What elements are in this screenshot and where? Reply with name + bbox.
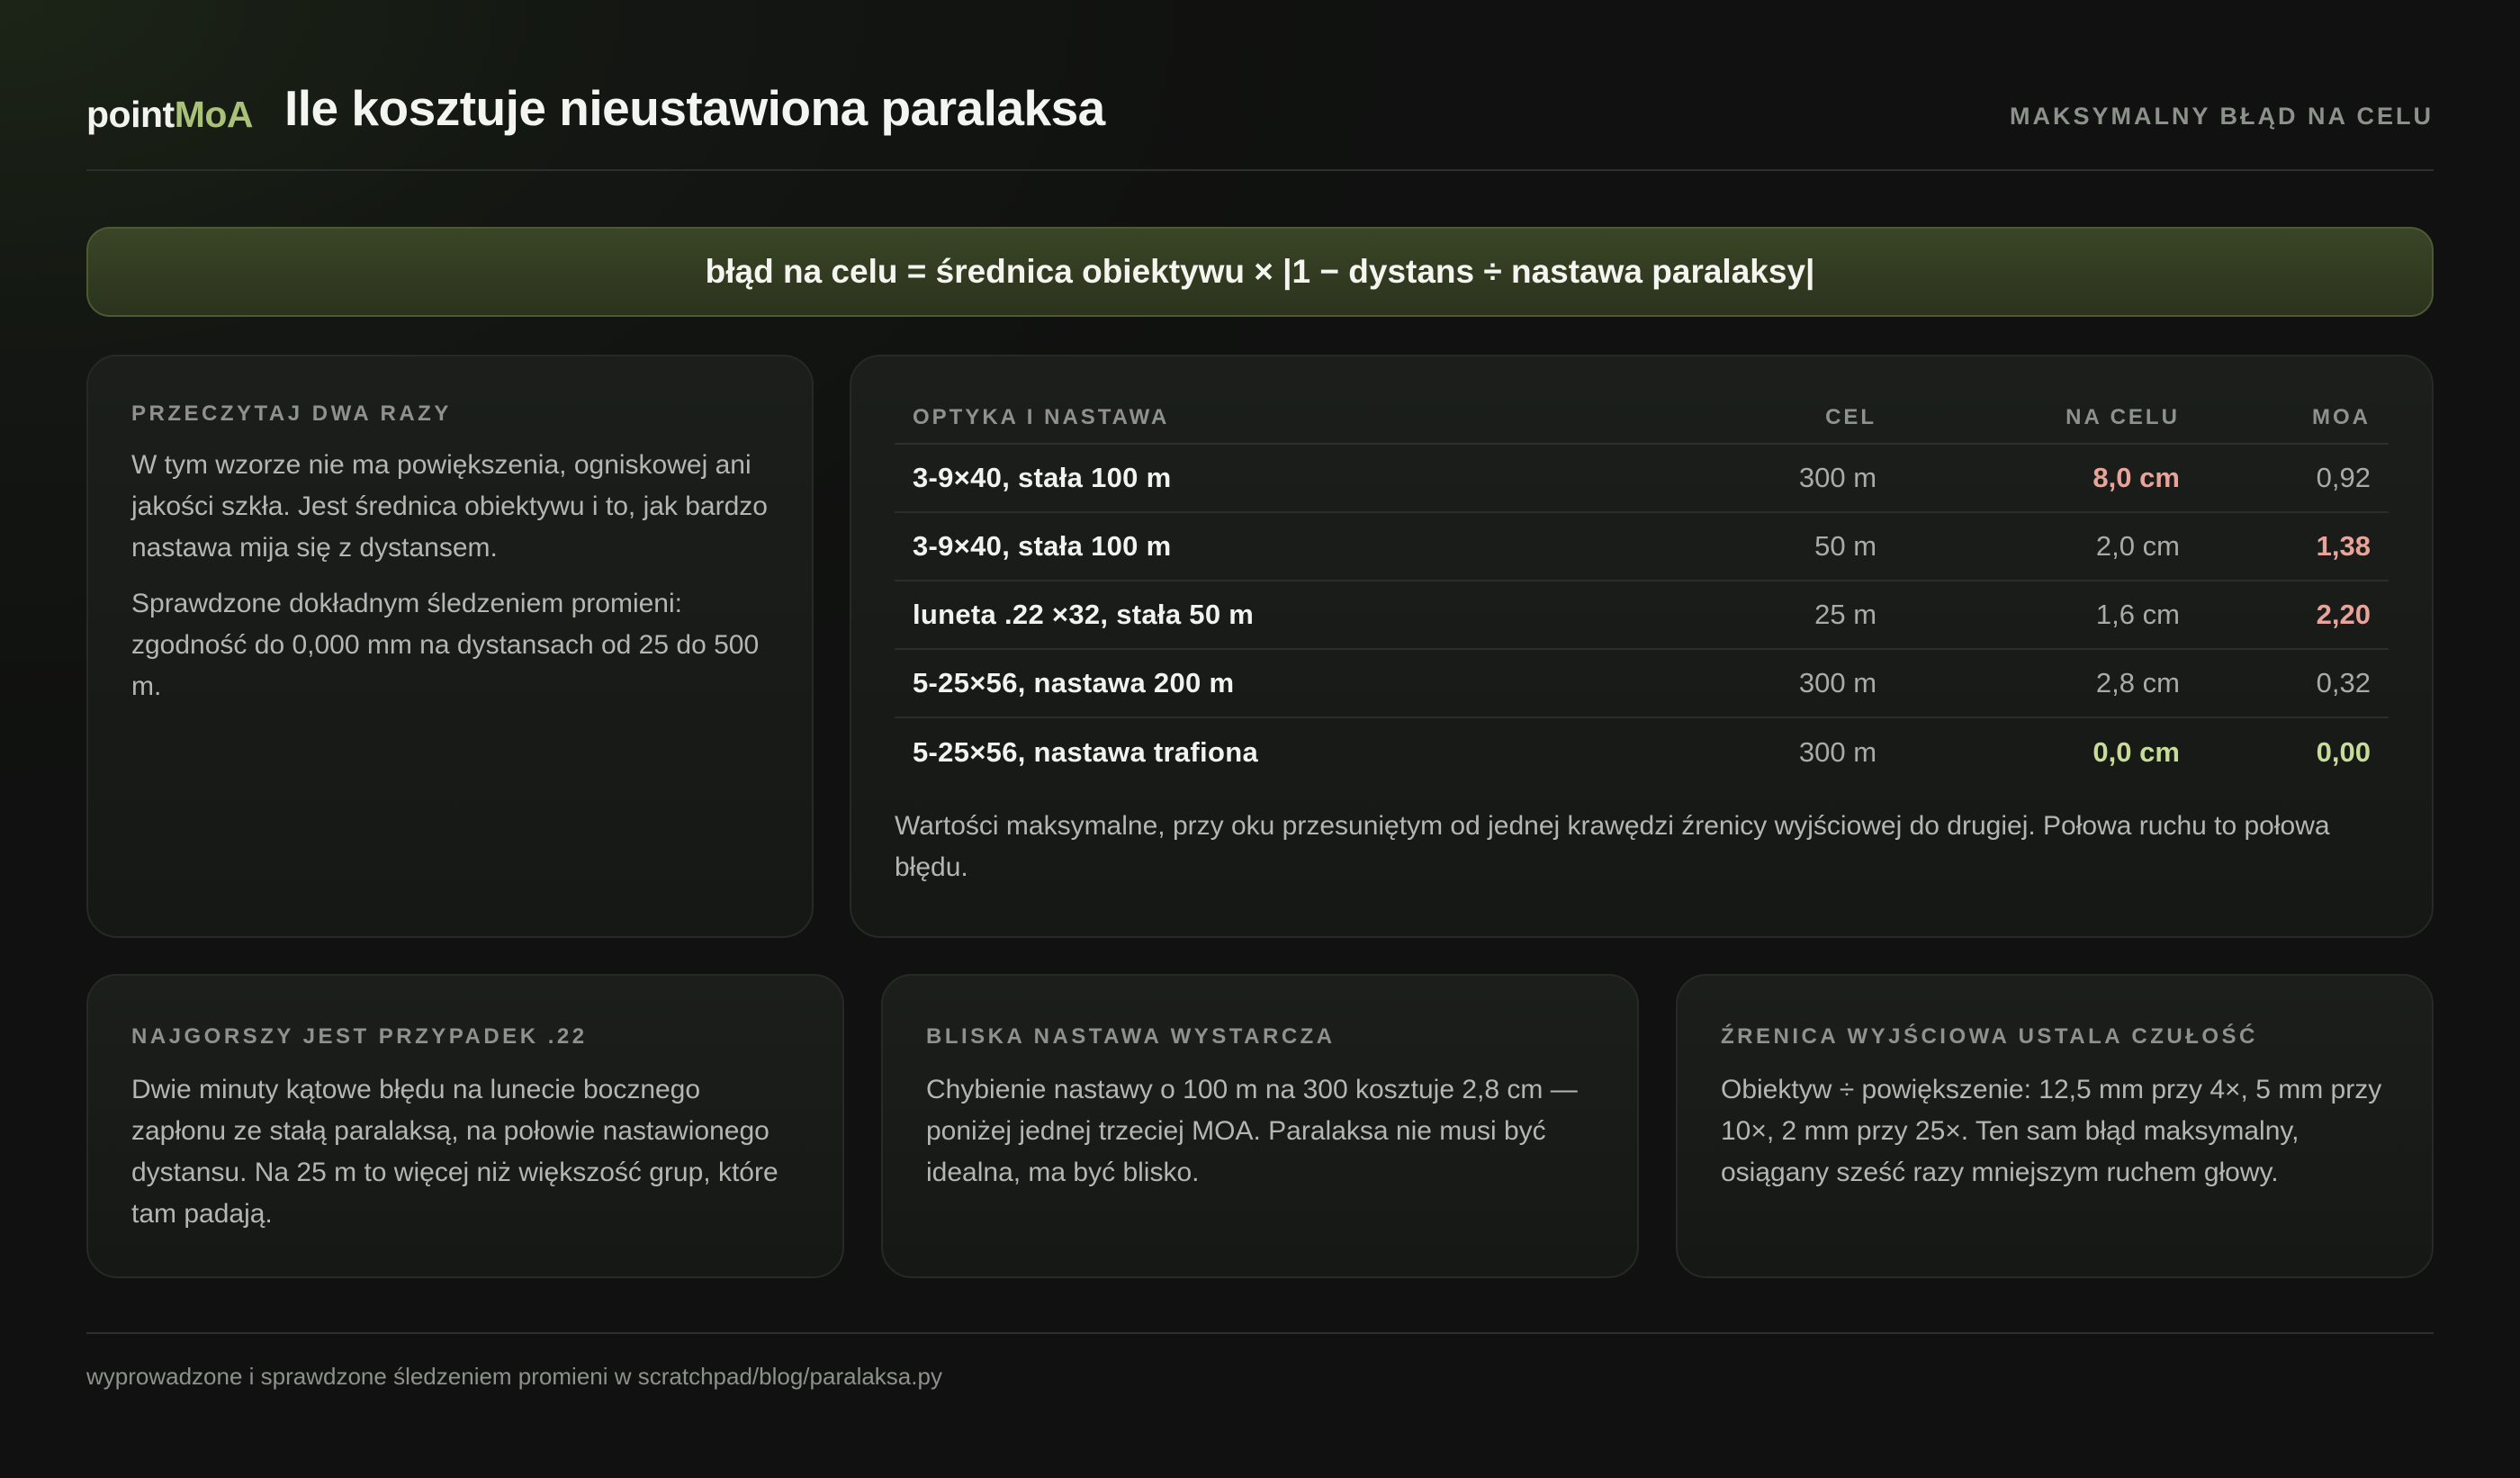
- table-header-row: [895, 391, 2389, 444]
- card-paragraph: Obiektyw ÷ powiększenie: 12,5 mm przy 4×, 5 mm przy 10×, 2 mm przy 25×. Ten sam błąd maksymalny, osiągany sześć razy mniejszym ruchem głowy.: [1721, 1075, 2382, 1187]
- cell-error: 2,0 cm: [1894, 512, 2198, 581]
- cell-error: 1,6 cm: [1894, 581, 2198, 649]
- card-paragraph: Dwie minuty kątowe błędu na lunecie bocznego zapłonu ze stałą paralaksą, na połowie nastawionego dystansu. Na 25 m to więcej niż większość grup, które tam padają.: [131, 1075, 778, 1229]
- card-label: ŹRENICA WYJŚCIOWA USTALA CZUŁOŚĆ: [1721, 1024, 2258, 1049]
- cell-moa: 0,32: [2198, 649, 2389, 717]
- card-paragraph: W tym wzorze nie ma powiększenia, ogniskowej ani jakości szkła. Jest średnica obiektywu i to, jak bardzo nastawa mija się z dystansem.: [131, 450, 768, 563]
- exit-pupil-card: [1676, 974, 2434, 1278]
- cell-moa: 2,20: [2198, 581, 2389, 649]
- worst-case-card: [86, 974, 844, 1278]
- cell-target: 25 m: [1665, 581, 1894, 649]
- page-title: Ile kosztuje nieustawiona paralaksa: [284, 80, 1105, 136]
- card-label: PRZECZYTAJ DWA RAZY: [131, 401, 452, 426]
- cell-optics: luneta .22 ×32, stała 50 m: [895, 581, 1665, 649]
- cell-target: 300 m: [1665, 444, 1894, 512]
- cell-optics: 3-9×40, stała 100 m: [895, 444, 1665, 512]
- error-table-card: [850, 355, 2434, 938]
- close-setting-card: [881, 974, 1639, 1278]
- error-table: [895, 391, 2389, 786]
- cell-error: 2,8 cm: [1894, 649, 2198, 717]
- column-header-optics: OPTYKA I NASTAWA: [895, 391, 1665, 444]
- cell-target: 300 m: [1665, 649, 1894, 717]
- table-row: [895, 649, 2389, 717]
- card-paragraph: Chybienie nastawy o 100 m na 300 kosztuje 2,8 cm — poniżej jednej trzeciej MOA. Paralaksa nie musi być idealna, ma być blisko.: [926, 1075, 1578, 1187]
- column-header-target: CEL: [1665, 391, 1894, 444]
- cell-error: 8,0 cm: [1894, 444, 2198, 512]
- formula-banner: [86, 227, 2434, 317]
- formula-text: błąd na celu = średnica obiektywu × |1 − dystans ÷ nastawa paralaksy|: [705, 253, 1815, 290]
- table-row: [895, 717, 2389, 786]
- logo-part-point: point: [86, 94, 175, 135]
- page-header: [86, 70, 2434, 171]
- cell-optics: 3-9×40, stała 100 m: [895, 512, 1665, 581]
- footer-note: wyprowadzone i sprawdzone śledzeniem promieni w scratchpad/blog/paralaksa.py: [86, 1363, 942, 1390]
- table-note: Wartości maksymalne, przy oku przesuniętym od jednej krawędzi źrenicy wyjściowej do drugiej. Połowa ruchu to połowa błędu.: [895, 811, 2330, 882]
- column-header-moa: MOA: [2198, 391, 2389, 444]
- cell-moa: 1,38: [2198, 512, 2389, 581]
- cell-moa: 0,00: [2316, 735, 2371, 768]
- cell-target: 300 m: [1798, 735, 1877, 768]
- card-paragraph: Sprawdzone dokładnym śledzeniem promieni: zgodność do 0,000 mm na dystansach od 25 do 500 m.: [131, 589, 760, 701]
- card-label: BLISKA NASTAWA WYSTARCZA: [926, 1024, 1336, 1049]
- table-row: [895, 581, 2389, 649]
- table-row: [895, 512, 2389, 581]
- footer-divider: [86, 1332, 2434, 1334]
- cell-error: 0,0 cm: [2092, 735, 2180, 768]
- cell-optics: 5-25×56, nastawa 200 m: [895, 649, 1665, 717]
- cell-moa: 0,92: [2198, 444, 2389, 512]
- logo[interactable]: [86, 94, 253, 136]
- header-subtitle: MAKSYMALNY BŁĄD NA CELU: [2010, 103, 2434, 130]
- card-label: NAJGORSZY JEST PRZYPADEK .22: [131, 1024, 588, 1049]
- read-twice-card: [86, 355, 814, 938]
- cell-target: 50 m: [1665, 512, 1894, 581]
- column-header-error: NA CELU: [1894, 391, 2198, 444]
- cell-optics: 5-25×56, nastawa trafiona: [913, 735, 1258, 768]
- table-row: [895, 444, 2389, 512]
- logo-part-moa: MoA: [174, 94, 253, 135]
